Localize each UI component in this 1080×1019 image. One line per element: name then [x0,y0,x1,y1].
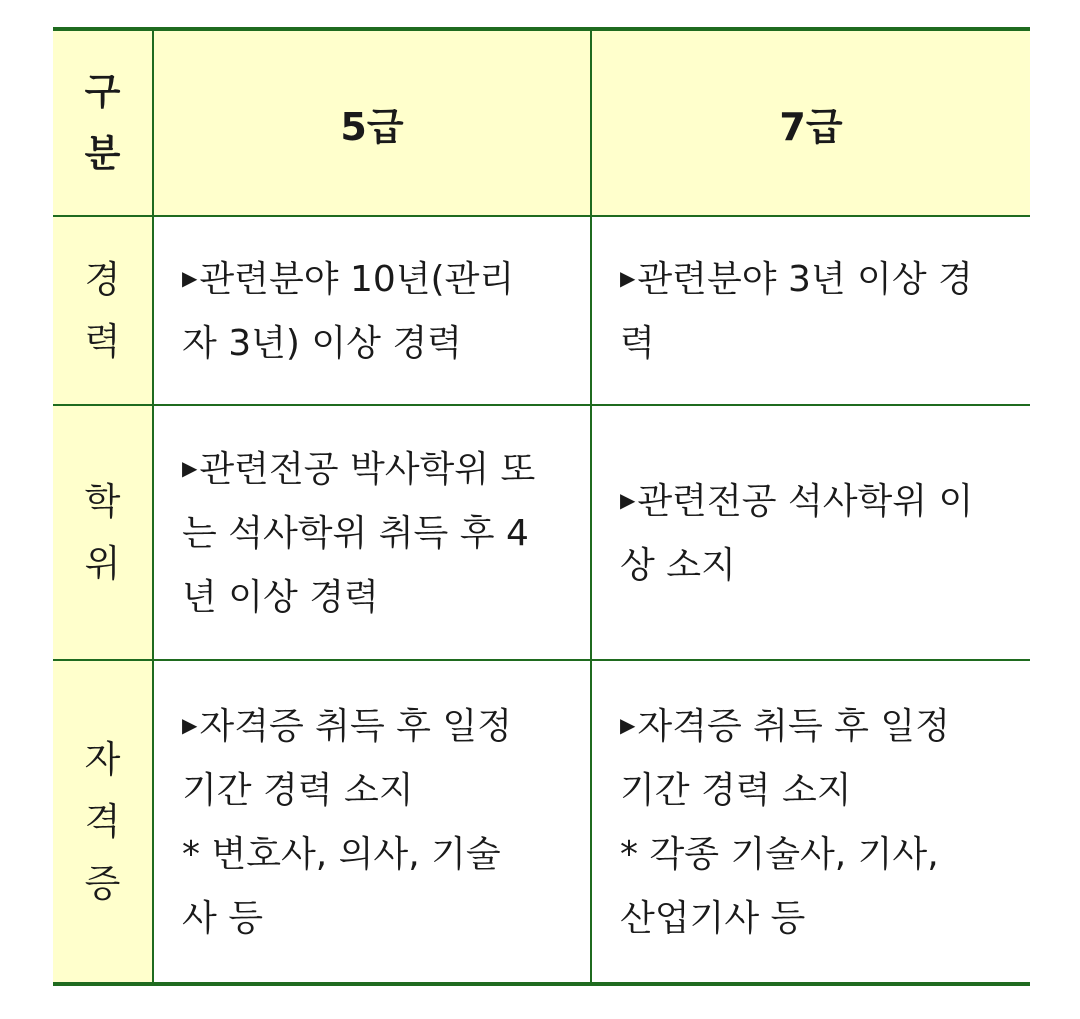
table-row-career [53,216,1030,405]
qualification-table [53,27,1030,986]
header-label-cell [53,29,153,216]
row-label-char: 학 [84,479,121,523]
cell-text-line: * 변호사, 의사, 기술 [182,833,501,875]
cell-text-line: 자 3년) 이상 경력 [182,322,462,364]
bullet-triangle-icon: ▶ [182,455,198,480]
header-grade-7: 7급 [591,29,1030,216]
cell-text-line: 기간 경력 소지 [620,769,852,811]
cell-text-line: 기간 경력 소지 [182,769,414,811]
row-label-char: 력 [84,319,121,363]
degree-grade-7-cell [591,405,1030,660]
degree-grade-5-cell [153,405,591,660]
cell-text-line: 년 이상 경력 [182,576,379,618]
cell-text-line: * 각종 기술사, 기사, [620,833,939,875]
cell-text-line: 자격증 취득 후 일정 [637,705,950,747]
row-label-char: 경 [84,257,121,301]
certificate-grade-5-cell [153,660,591,984]
row-label-career [53,216,153,405]
cell-text-line: 관련전공 박사학위 또 [199,448,536,490]
row-label-degree [53,405,153,660]
cell-text-line: 관련전공 석사학위 이 [637,480,974,522]
row-label-certificate [53,660,153,984]
bullet-triangle-icon: ▶ [182,265,198,290]
bullet-triangle-icon: ▶ [620,265,636,290]
cell-text-line: 사 등 [182,897,263,939]
row-label-char: 자 [84,737,121,781]
bullet-triangle-icon: ▶ [182,712,198,737]
header-row [53,29,1030,216]
header-label-char: 분 [84,132,121,175]
cell-text-line: 자격증 취득 후 일정 [199,705,512,747]
cell-text-line: 산업기사 등 [620,897,806,939]
bullet-triangle-icon: ▶ [620,712,636,737]
bullet-triangle-icon: ▶ [620,487,636,512]
header-grade-5: 5급 [153,29,591,216]
cell-text-line: 상 소지 [620,544,736,586]
cell-text-line: 는 석사학위 취득 후 4 [182,512,529,554]
cell-text-line: 관련분야 3년 이상 경 [637,258,973,300]
row-label-char: 위 [84,541,121,585]
career-grade-5-cell [153,216,591,405]
certificate-grade-7-cell [591,660,1030,984]
cell-text-line: 력 [620,322,655,364]
row-label-char: 격 [84,799,121,843]
cell-text-line: 관련분야 10년(관리 [199,258,515,300]
header-label-char: 구 [84,70,121,113]
row-label-char: 증 [84,861,121,905]
career-grade-7-cell [591,216,1030,405]
table-row-degree [53,405,1030,660]
table-row-certificate [53,660,1030,984]
